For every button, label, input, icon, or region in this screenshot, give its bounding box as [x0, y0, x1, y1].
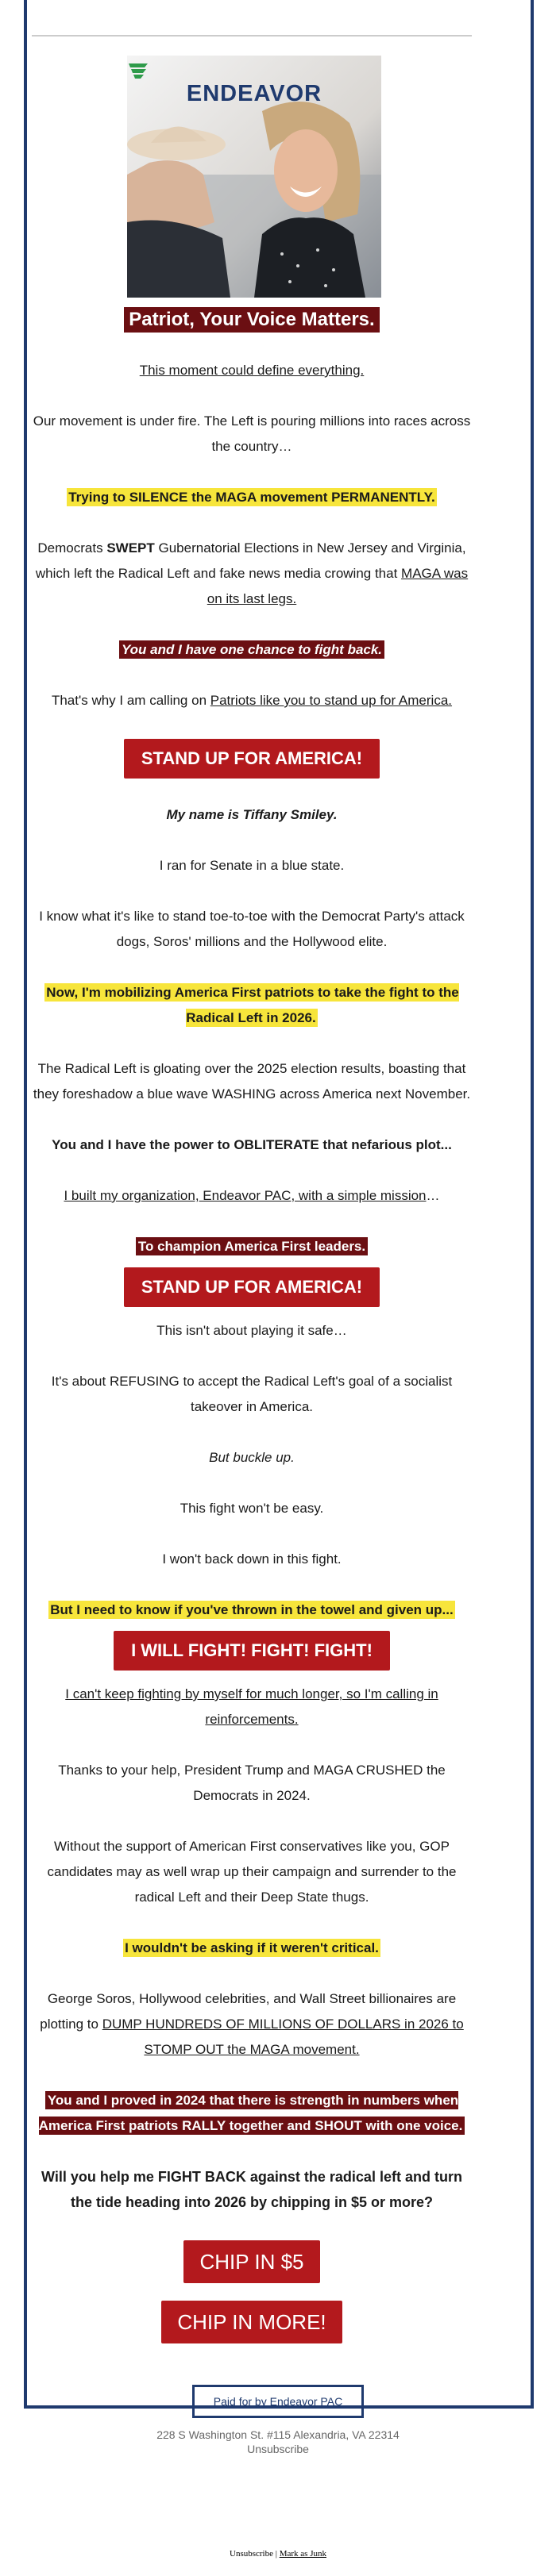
paragraph: I ran for Senate in a blue state.	[159, 858, 345, 873]
link-mission[interactable]: I built my organization, Endeavor PAC, with a simple mission	[64, 1188, 427, 1203]
paragraph: Without the support of American First conservatives like you, GOP candidates may as well wrap up their campaign and surrender to the radical Left and their Deep State thugs.	[47, 1839, 457, 1905]
highlight-fight-back: You and I have one chance to fight back.	[119, 640, 384, 659]
unsubscribe-link[interactable]: Unsubscribe	[230, 2549, 273, 2559]
link-moment[interactable]: This moment could define everything.	[139, 363, 365, 378]
text: Gubernatorial Elections in New Jersey and Virginia, which left the Radical Left and fake news media crowing that	[35, 540, 466, 581]
email-body	[32, 307, 472, 2361]
stand-up-button-1[interactable]: STAND UP FOR AMERICA!	[124, 739, 380, 779]
separator: |	[273, 2549, 280, 2559]
paid-for-box: Paid for by Endeavor PAC	[192, 2385, 364, 2418]
footer	[0, 2385, 556, 2456]
chip-in-more-button[interactable]: CHIP IN MORE!	[161, 2301, 342, 2343]
text-swept: SWEPT	[106, 540, 155, 556]
link-last-legs[interactable]: MAGA was on its last legs.	[207, 566, 469, 606]
paragraph-democrats	[32, 536, 472, 612]
paragraph-ask: Will you help me FIGHT BACK against the radical left and turn the tide heading into 2026 by chipping in $5 or more?	[41, 2169, 462, 2210]
top-divider	[32, 35, 472, 37]
green-wing-icon	[127, 60, 151, 81]
text: That's why I am calling on	[51, 693, 210, 708]
endeavor-logo	[127, 60, 381, 107]
hero-image	[127, 56, 381, 298]
paragraph: This isn't about playing it safe…	[156, 1323, 347, 1338]
link-patriots[interactable]: Patriots like you to stand up for America.	[210, 693, 453, 708]
paragraph: It's about REFUSING to accept the Radical Left's goal of a socialist takeover in America.	[51, 1374, 453, 1414]
paragraph: I won't back down in this fight.	[162, 1551, 342, 1567]
footer-unsubscribe-link[interactable]: Unsubscribe	[247, 2443, 309, 2455]
logo-wordmark: ENDEAVOR	[186, 81, 322, 106]
paragraph: Our movement is under fire. The Left is pouring millions into races across the country…	[33, 413, 471, 454]
bottom-links	[0, 2549, 556, 2559]
paragraph-soros	[32, 1986, 472, 2063]
link-reinforcements[interactable]: I can't keep fighting by myself for much longer, so I'm calling in reinforcements.	[65, 1686, 438, 1727]
paragraph-mission	[32, 1183, 472, 1209]
mark-junk-link[interactable]: Mark as Junk	[279, 2549, 326, 2559]
paragraph: Thanks to your help, President Trump and MAGA CRUSHED the Democrats in 2024.	[58, 1763, 446, 1803]
text: …	[426, 1188, 440, 1203]
highlight-towel: But I need to know if you've thrown in the towel and given up...	[50, 1602, 454, 1617]
paragraph: The Radical Left is gloating over the 2025 election results, boasting that they foreshadow a blue wave WASHING across America next November.	[33, 1061, 471, 1102]
text: George Soros, Hollywood celebrities, and Wall Street billionaires are plotting to	[40, 1991, 457, 2032]
highlight-champion: To champion America First leaders.	[136, 1237, 368, 1255]
highlight-strength: You and I proved in 2024 that there is strength in numbers when America First patriots RALLY together and SHOUT with one voice.	[39, 2091, 465, 2135]
highlight-silence: Trying to SILENCE the MAGA movement PERMANENTLY.	[68, 490, 435, 505]
paragraph-name: My name is Tiffany Smiley.	[166, 807, 338, 822]
paragraph-obliterate: You and I have the power to OBLITERATE that nefarious plot...	[52, 1137, 452, 1152]
text: Democrats	[37, 540, 107, 556]
highlight-mobilizing: Now, I'm mobilizing America First patriots to take the fight to the Radical Left in 2026.	[46, 985, 459, 1025]
highlight-critical: I wouldn't be asking if it weren't critical.	[125, 1940, 379, 1955]
address: 228 S Washington St. #115 Alexandria, VA 22314	[156, 2428, 400, 2441]
chip-in-5-button[interactable]: CHIP IN $5	[183, 2240, 319, 2283]
paragraph: I know what it's like to stand toe-to-toe with the Democrat Party's attack dogs, Soros' millions and the Hollywood elite.	[39, 909, 465, 949]
headline: Patriot, Your Voice Matters.	[124, 307, 379, 333]
paragraph: But buckle up.	[209, 1450, 295, 1465]
fight-button[interactable]: I WILL FIGHT! FIGHT! FIGHT!	[114, 1631, 390, 1671]
paragraph: This fight won't be easy.	[180, 1501, 324, 1516]
stand-up-button-2[interactable]: STAND UP FOR AMERICA!	[124, 1267, 380, 1307]
paragraph-calling	[32, 688, 472, 713]
link-dump-millions[interactable]: DUMP HUNDREDS OF MILLIONS OF DOLLARS in 2026 to STOMP OUT the MAGA movement.	[102, 2017, 464, 2057]
